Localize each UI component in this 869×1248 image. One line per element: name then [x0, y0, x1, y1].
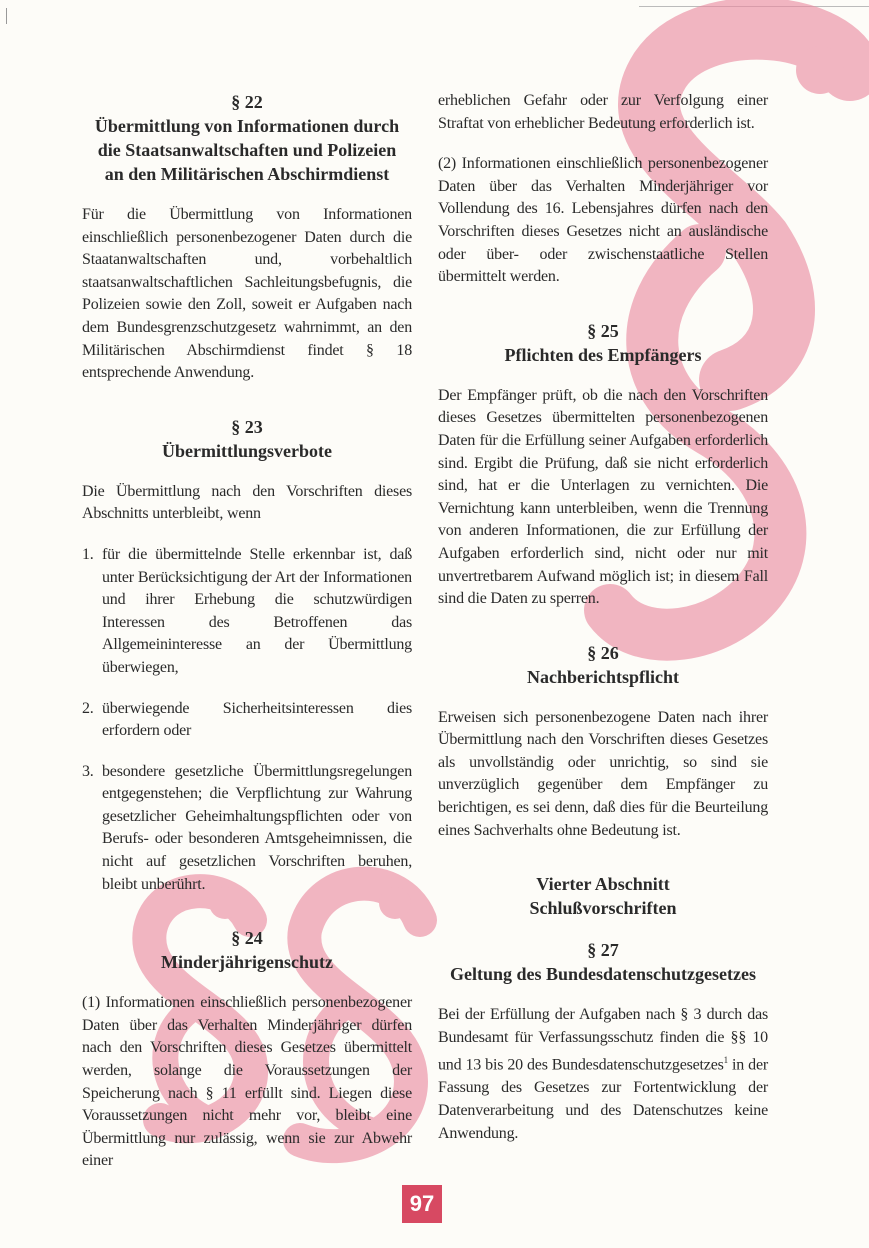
section-body: (2) Informationen einschließlich personenbezogener Daten über das Verhalten Minderjähriger vor Vollendung des 16. Lebensjahres dürfen nach den Vorschriften dieses Gesetzes nicht an ausländische oder über- oder zwischenstaatliche Stellen übermittelt werden. [438, 155, 768, 286]
body-text: Bei der Erfüllung der Aufgaben nach § 3 durch das Bundesamt für Verfassungsschutz finden die §§ 10 und 13 bis 20 des Bundesdatenschutzgesetzes [438, 1006, 768, 1074]
section-title-line: die Staatsanwaltschaften und Polizeien [97, 140, 397, 160]
top-rule [639, 6, 869, 7]
section-title: Pflichten des Empfängers [504, 344, 702, 365]
body-text: in der Fassung des Gesetzes zur Fortentwicklung der Datenverarbeitung und des Datenschutzes keine Anwendung. [438, 1056, 768, 1142]
section-number: § 27 [587, 940, 619, 961]
list-item [82, 761, 412, 897]
section-title: Nachberichtspflicht [527, 666, 679, 687]
list-item-text: besondere gesetzliche Übermittlungsregelungen entgegenstehen; die Verpflichtung zur Wahrung gesetzlicher Geheimhaltungspflichten oder von Berufs- oder besonderen Amtsgeheimnissen, die nicht auf gesetzlichen Vorschriften beruhen, bleibt unberührt. [102, 762, 412, 893]
section-body-continued: erheblichen Gefahr oder zur Verfolgung einer Straftat von erheblicher Bedeutung erforderlich ist. [438, 92, 768, 132]
list-item [82, 544, 412, 680]
section-number: § 22 [231, 92, 263, 112]
section-title: Minderjährigenschutz [161, 952, 333, 973]
section-title: Geltung des Bundesdatenschutzgesetzes [449, 964, 756, 985]
section-body: Für die Übermittlung von Informationen einschließlich personenbezogener Daten durch die Staatanwaltschaften und, vorbehaltlich staatsanwaltschaftlichen Sachleitungsbefugnis, die Polizeien sowie den Zoll, soweit er Aufgaben nach dem Bundesgrenzschutzgesetz wahrnimmt, an den Militärischen Abschirmdienst findet § 18 entsprechende Anwendung. [82, 206, 412, 382]
left-column [82, 90, 412, 1173]
section-number: § 24 [231, 928, 263, 949]
section-number: § 26 [587, 642, 619, 663]
list-item-number: 2. [82, 699, 94, 717]
list-item [82, 698, 412, 743]
section-number: § 23 [231, 416, 263, 437]
section-body [438, 1004, 768, 1145]
section-body: Erweisen sich personenbezogene Daten nach ihrer Übermittlung nach den Vorschriften dieses Gesetzes als unvollständig oder unrichtig, so sind sie unverzüglich gegenüber dem Empfänger zu berichtigen, es sei denn, daß dies für die Beurteilung eines Sachverhalts ohne Bedeutung ist. [438, 708, 768, 839]
section-number: § 25 [587, 320, 619, 341]
section-body: (1) Informationen einschließlich personenbezogener Daten über das Verhalten Minderjähriger dürfen nach den Vorschriften dieses Gesetzes übermittelt werden, solange die Voraussetzungen der Speicherung nach § 11 erfüllt sind. Liegen diese Voraussetzungen nicht mehr vor, bleibt eine Übermittlung nur zulässig, wenn sie zur Abwehr einer [82, 994, 412, 1170]
list-item-text: für die übermittelnde Stelle erkennbar ist, daß unter Berücksichtigung der Art der Informationen und ihrer Erhebung die schutzwürdigen Interessen des Betroffenen das Allgemeininteresse an der Übermittlung überwiegen, [102, 545, 412, 676]
condition-list [82, 544, 412, 896]
list-item-text: überwiegende Sicherheitsinteressen dies erfordern oder [102, 699, 412, 740]
page-number: 97 [402, 1185, 442, 1223]
right-column [438, 90, 768, 1145]
section-title-line: Übermittlung von Informationen durch [94, 116, 400, 136]
part-heading: Vierter Abschnitt [536, 874, 670, 895]
section-title [82, 114, 412, 186]
section-title-line: an den Militärischen Abschirmdienst [104, 164, 390, 184]
section-body: Der Empfänger prüft, ob die nach den Vorschriften dieses Gesetzes übermittelten personenbezogenen Daten für die Erfüllung seiner Aufgaben erforderlich sind. Ergibt die Prüfung, daß sie nicht erforderlich sind, hat er die Unterlagen zu vernichten. Die Vernichtung kann unterbleiben, wenn die Trennung von anderen Informationen, die zur Erfüllung der Aufgaben erforderlich sind, nicht oder nur mit unvertretbarem Aufwand möglich ist; in diesem Fall sind die Daten zu sperren. [438, 386, 768, 608]
list-item-number: 1. [82, 545, 94, 563]
footnote-marker[interactable]: 1 [723, 1055, 728, 1066]
list-item-number: 3. [82, 762, 94, 780]
section-intro: Die Übermittlung nach den Vorschriften dieses Abschnitts unterbleibt, wenn [82, 482, 412, 523]
section-title: Übermittlungsverbote [162, 440, 332, 461]
part-title: Schlußvorschriften [529, 898, 677, 919]
edge-mark [6, 8, 7, 24]
